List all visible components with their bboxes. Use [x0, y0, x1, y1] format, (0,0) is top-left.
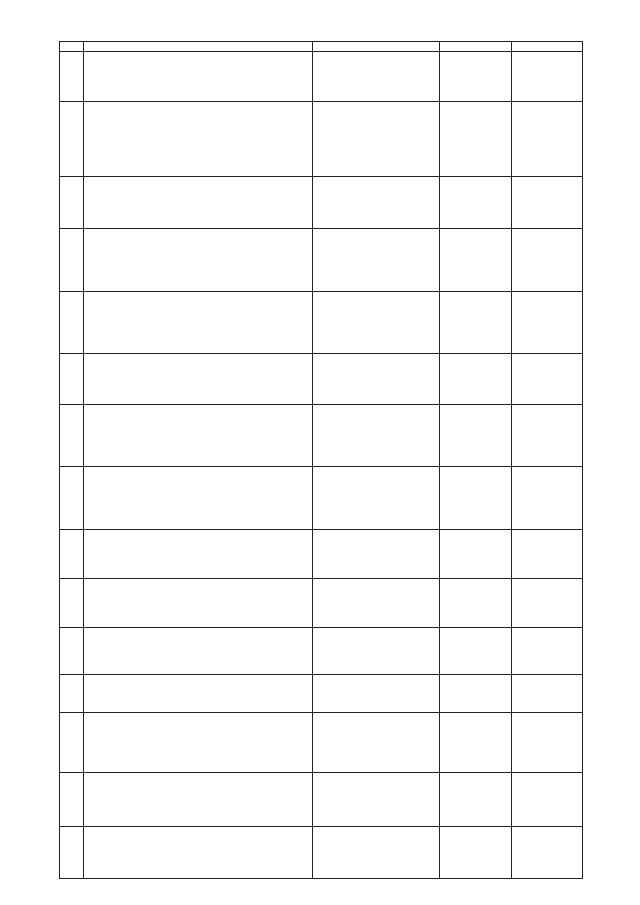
row-amount: [440, 229, 512, 292]
row-code: [512, 292, 583, 354]
row-executor: [313, 628, 440, 675]
table-row: [60, 773, 583, 827]
row-description: [84, 177, 313, 229]
table-row: [60, 675, 583, 713]
table-row: [60, 467, 583, 530]
row-description: [84, 292, 313, 354]
row-code: [512, 405, 583, 467]
row-code: [512, 52, 583, 102]
column-header-5: [512, 42, 583, 52]
row-executor: [313, 530, 440, 579]
row-number: [60, 177, 84, 229]
row-description: [84, 827, 313, 879]
row-number: [60, 52, 84, 102]
row-amount: [440, 713, 512, 773]
row-amount: [440, 579, 512, 628]
row-description: [84, 229, 313, 292]
row-executor: [313, 229, 440, 292]
row-code: [512, 102, 583, 177]
row-executor: [313, 52, 440, 102]
row-executor: [313, 102, 440, 177]
row-amount: [440, 675, 512, 713]
row-number: [60, 530, 84, 579]
row-code: [512, 675, 583, 713]
row-number: [60, 102, 84, 177]
row-code: [512, 773, 583, 827]
row-code: [512, 229, 583, 292]
row-executor: [313, 675, 440, 713]
row-number: [60, 467, 84, 530]
table-row: [60, 292, 583, 354]
row-number: [60, 579, 84, 628]
row-description: [84, 52, 313, 102]
row-executor: [313, 354, 440, 405]
row-amount: [440, 102, 512, 177]
row-amount: [440, 530, 512, 579]
row-executor: [313, 773, 440, 827]
table-row: [60, 713, 583, 773]
row-description: [84, 675, 313, 713]
row-description: [84, 773, 313, 827]
table-row: [60, 628, 583, 675]
row-description: [84, 102, 313, 177]
header-row: [60, 42, 583, 52]
row-number: [60, 827, 84, 879]
row-code: [512, 628, 583, 675]
table-row: [60, 354, 583, 405]
table-row: [60, 530, 583, 579]
table-row: [60, 827, 583, 879]
row-code: [512, 827, 583, 879]
row-amount: [440, 177, 512, 229]
row-description: [84, 628, 313, 675]
row-executor: [313, 177, 440, 229]
row-code: [512, 579, 583, 628]
row-number: [60, 354, 84, 405]
row-amount: [440, 628, 512, 675]
row-description: [84, 713, 313, 773]
row-code: [512, 177, 583, 229]
row-description: [84, 530, 313, 579]
row-number: [60, 405, 84, 467]
table-row: [60, 579, 583, 628]
row-amount: [440, 405, 512, 467]
row-code: [512, 530, 583, 579]
table-row: [60, 177, 583, 229]
column-header-2: [84, 42, 313, 52]
column-header-3: [313, 42, 440, 52]
row-number: [60, 292, 84, 354]
row-number: [60, 628, 84, 675]
row-amount: [440, 292, 512, 354]
row-executor: [313, 713, 440, 773]
row-number: [60, 229, 84, 292]
table-row: [60, 405, 583, 467]
table-row: [60, 102, 583, 177]
row-executor: [313, 579, 440, 628]
table-row: [60, 52, 583, 102]
row-amount: [440, 773, 512, 827]
row-amount: [440, 354, 512, 405]
allocation-table: [59, 41, 583, 879]
row-number: [60, 773, 84, 827]
row-number: [60, 713, 84, 773]
row-description: [84, 579, 313, 628]
column-header-1: [60, 42, 84, 52]
row-executor: [313, 292, 440, 354]
row-description: [84, 467, 313, 530]
row-executor: [313, 467, 440, 530]
row-executor: [313, 827, 440, 879]
table-row: [60, 229, 583, 292]
row-number: [60, 675, 84, 713]
row-executor: [313, 405, 440, 467]
row-amount: [440, 52, 512, 102]
row-code: [512, 467, 583, 530]
row-amount: [440, 467, 512, 530]
column-header-4: [440, 42, 512, 52]
row-code: [512, 713, 583, 773]
row-code: [512, 354, 583, 405]
row-description: [84, 405, 313, 467]
row-description: [84, 354, 313, 405]
row-amount: [440, 827, 512, 879]
